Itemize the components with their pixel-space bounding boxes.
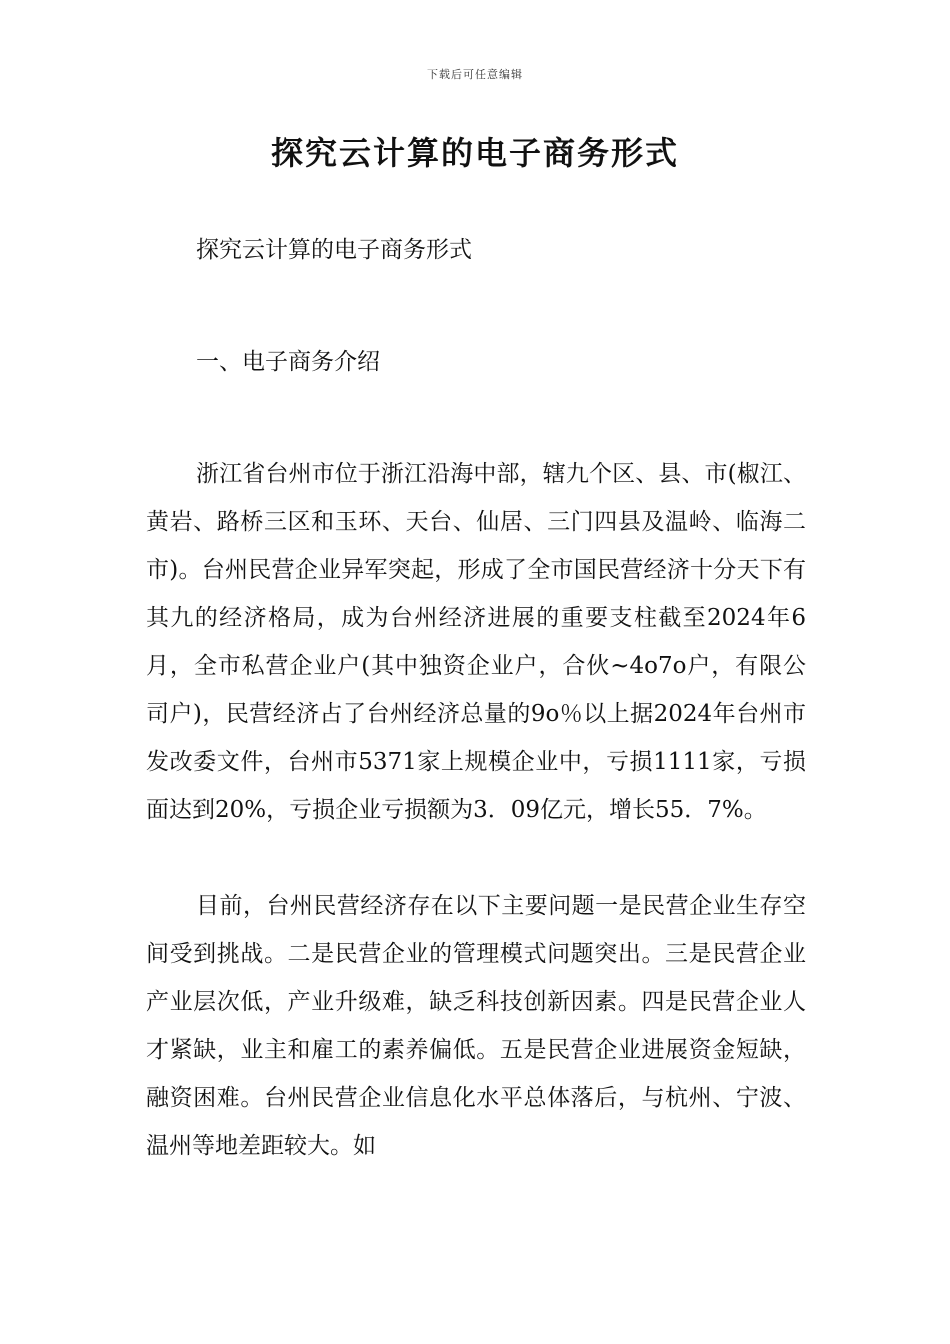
header-note: 下载后可任意编辑 <box>427 68 523 81</box>
document-body <box>146 226 806 1218</box>
body-paragraph: 浙江省台州市位于浙江沿海中部，辖九个区、县、市(椒江、黄岩、路桥三区和玉环、天台、仙居、三门四县及温岭、临海二市)。台州民营企业异军突起，形成了全市国民营经济十分天下有其九的经济格局，成为台州经济进展的重要支柱截至2024年6月，全市私营企业户(其中独资企业户，合伙~4o7o户，有限公司户)，民营经济占了台州经济总量的9o％以上据2024年台州市发改委文件，台州市5371家上规模企业中，亏损1111家，亏损面达到20%，亏损企业亏损额为3．09亿元，增长55．7%。 <box>146 461 806 823</box>
document-subtitle: 探究云计算的电子商务形式 <box>196 237 472 263</box>
document-title: 探究云计算的电子商务形式 <box>270 134 679 172</box>
section-heading: 一、电子商务介绍 <box>196 349 380 375</box>
body-paragraph: 目前，台州民营经济存在以下主要问题一是民营企业生存空间受到挑战。二是民营企业的管理模式问题突出。三是民营企业产业层次低，产业升级难，缺乏科技创新因素。四是民营企业人才紧缺，业主和雇工的素养偏低。五是民营企业进展资金短缺，融资困难。台州民营企业信息化水平总体落后，与杭州、宁波、温州等地差距较大。如 <box>146 893 806 1159</box>
